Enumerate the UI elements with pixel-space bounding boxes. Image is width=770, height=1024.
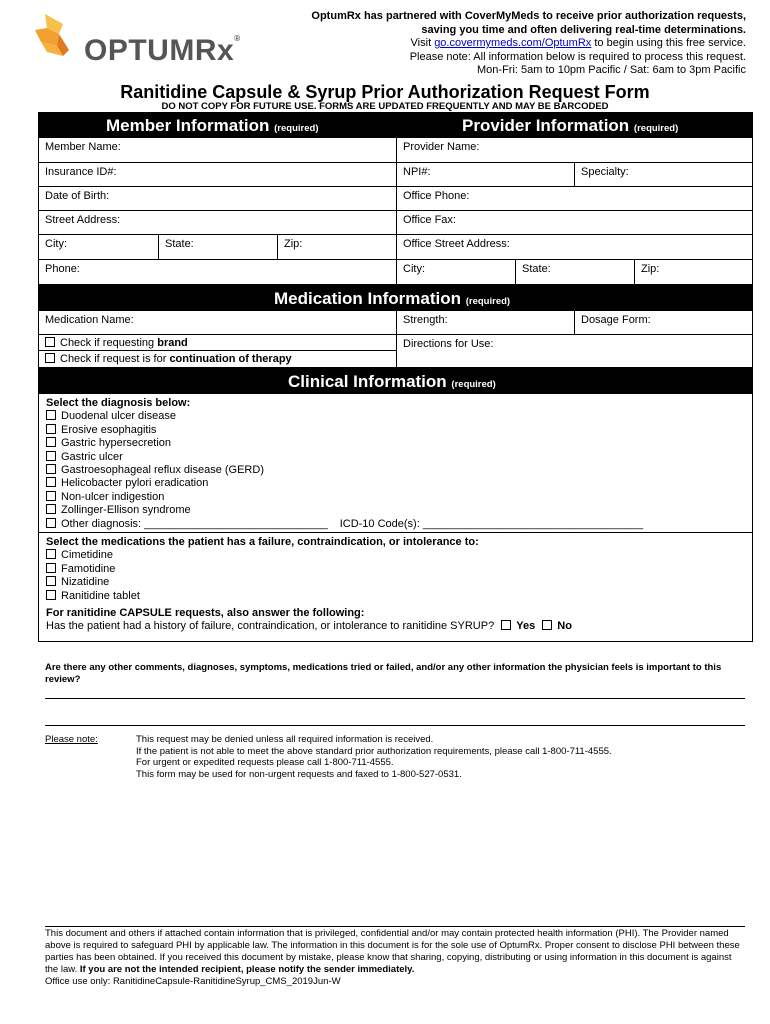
medication-failure-heading: Select the medications the patient has a failure, contraindication, or intolerance to: <box>46 536 479 548</box>
capsule-heading: For ranitidine CAPSULE requests, also answer the following: <box>46 607 365 620</box>
diagnosis-section <box>38 394 753 533</box>
diagnosis-checkbox[interactable] <box>46 477 56 487</box>
diagnosis-option[interactable] <box>46 504 745 517</box>
continuation-checkbox[interactable] <box>45 353 55 363</box>
diagnosis-label: Gastroesophageal reflux disease (GERD) <box>61 464 264 477</box>
office-fax-field[interactable]: Office Fax: <box>396 211 752 234</box>
member-state-field[interactable]: State: <box>158 235 277 259</box>
medication-checkbox[interactable] <box>46 549 56 559</box>
medication-label: Nizatidine <box>61 576 110 589</box>
cmm-line: Please note: All information below is required to process this request. <box>409 50 746 63</box>
clinical-header <box>38 368 753 394</box>
comments-line[interactable] <box>45 725 745 726</box>
yes-checkbox[interactable] <box>501 620 511 630</box>
provider-name-field[interactable]: Provider Name: <box>396 138 752 162</box>
clinical-section-title: Clinical Information (required) <box>288 372 496 391</box>
medication-option[interactable] <box>46 563 745 576</box>
form-title: Ranitidine Capsule & Syrup Prior Authorization Request Form <box>120 82 650 102</box>
diagnosis-label: Gastric hypersecretion <box>61 437 172 450</box>
diagnosis-label: Helicobacter pylori eradication <box>61 477 209 490</box>
diagnosis-option[interactable] <box>46 491 745 504</box>
medication-checkbox[interactable] <box>46 576 56 586</box>
member-provider-header <box>38 112 753 138</box>
provider-city-field[interactable]: City: <box>396 260 515 284</box>
note-line: For urgent or expedited requests please call 1-800-711-4555. <box>136 757 394 769</box>
medication-option[interactable] <box>46 590 745 603</box>
note-line: If the patient is not able to meet the above standard prior authorization requirements, please call 1-800-711-4555. <box>136 745 612 757</box>
medication-header <box>38 285 753 311</box>
diagnosis-label: Duodenal ulcer disease <box>61 410 176 423</box>
continuation-checkbox-row[interactable]: Check if request is for continuation of therapy <box>39 351 396 366</box>
form-row <box>38 235 753 260</box>
medication-label: Cimetidine <box>61 549 113 562</box>
office-street-field[interactable]: Office Street Address: <box>396 235 752 259</box>
please-note-label: Please note: <box>45 734 98 745</box>
medication-failure-section <box>38 533 753 642</box>
form-row <box>38 335 753 368</box>
note-line: This request may be denied unless all required information is received. <box>136 734 434 745</box>
covermymeds-notice <box>276 10 746 78</box>
other-diagnosis-row[interactable]: Other diagnosis: ______________________________ ICD-10 Code(s): ____________________________________ <box>46 518 745 531</box>
street-address-field[interactable]: Street Address: <box>45 214 121 226</box>
brand-checkbox-row[interactable]: Check if requesting brand <box>39 335 396 351</box>
medication-label: Famotidine <box>61 562 116 575</box>
diagnosis-option[interactable] <box>46 410 745 423</box>
form-row <box>38 311 753 335</box>
provider-state-field[interactable]: State: <box>515 260 634 284</box>
comments-line[interactable] <box>45 698 745 699</box>
note-line: This form may be used for non-urgent requests and faxed to 1-800-527-0531. <box>136 768 462 780</box>
diagnosis-label: Zollinger-Ellison syndrome <box>61 504 191 517</box>
comments-prompt: Are there any other comments, diagnoses, symptoms, medications tried or failed, and/or any other information the physician feels is important to this review? <box>45 662 722 685</box>
cmm-hours: Mon-Fri: 5am to 10pm Pacific / Sat: 6am to 3pm Pacific <box>477 64 746 76</box>
diagnosis-checkbox[interactable] <box>46 437 56 447</box>
specialty-field[interactable]: Specialty: <box>574 163 752 186</box>
dosage-form-field[interactable]: Dosage Form: <box>574 311 752 334</box>
no-checkbox[interactable] <box>542 620 552 630</box>
medication-option[interactable] <box>46 549 745 562</box>
office-use-code: Office use only: RanitidineCapsule-RanitidineSyrup_CMS_2019Jun-W <box>45 976 341 987</box>
medication-name-field[interactable]: Medication Name: <box>45 314 134 326</box>
diagnosis-checkbox[interactable] <box>46 464 56 474</box>
diagnosis-label: Gastric ulcer <box>61 450 123 463</box>
medication-option[interactable] <box>46 576 745 589</box>
member-zip-field[interactable]: Zip: <box>277 235 396 259</box>
other-diagnosis-checkbox[interactable] <box>46 518 56 528</box>
member-name-field[interactable]: Member Name: <box>45 141 121 153</box>
diagnosis-option[interactable] <box>46 451 745 464</box>
icd10-field[interactable]: ICD-10 Code(s): ____________________________________ <box>339 517 644 530</box>
check-options <box>39 335 396 367</box>
office-phone-field[interactable]: Office Phone: <box>396 187 752 210</box>
footer-divider <box>45 926 745 927</box>
capsule-question: Has the patient had a history of failure, contraindication, or intolerance to ranitidine SYRUP? Yes No <box>46 620 572 633</box>
diagnosis-option[interactable] <box>46 437 745 450</box>
optumrx-logo: OPTUMRx® <box>84 34 241 67</box>
footer-disclaimer: This document and others if attached contain information that is privileged, confidential and/or may contain protected health information (PHI). The Provider named above is required to safeguard PHI by applicable law. The information in this document is for the sole use of OptumRx. Proper consent to disclose PHI between these parties has been obtained. If you received this document by mistake, please know that sharing, copying, distributing or using information in this document is against the law. If you are not the intended recipient, please notify the sender immediately. Office use only: RanitidineCapsule-RanitidineSyrup_CMS_2019Jun-W <box>45 928 745 988</box>
directions-field[interactable]: Directions for Use: <box>396 335 752 367</box>
cmm-line: OptumRx has partnered with CoverMyMeds to receive prior authorization requests, <box>311 10 746 22</box>
please-note-text <box>136 734 612 780</box>
npi-field[interactable]: NPI#: <box>396 163 574 186</box>
diagnosis-checkbox[interactable] <box>46 491 56 501</box>
form-subtitle: DO NOT COPY FOR FUTURE USE. FORMS ARE UPDATED FREQUENTLY AND MAY BE BARCODED <box>161 101 609 112</box>
cmm-visit-line: Visit go.covermymeds.com/OptumRx to begin using this free service. <box>410 37 746 49</box>
diagnosis-checkbox[interactable] <box>46 424 56 434</box>
diagnosis-label: Erosive esophagitis <box>61 423 157 436</box>
provider-section-title: Provider Information (required) <box>462 116 679 135</box>
diagnosis-option[interactable] <box>46 477 745 490</box>
form-row <box>38 211 753 235</box>
diagnosis-list <box>39 394 752 534</box>
diagnosis-checkbox[interactable] <box>46 504 56 514</box>
member-phone-field[interactable]: Phone: <box>45 263 80 275</box>
provider-zip-field[interactable]: Zip: <box>634 260 752 284</box>
form-row <box>38 260 753 285</box>
optumrx-logo-icon <box>33 12 83 62</box>
diagnosis-option[interactable] <box>46 424 745 437</box>
strength-field[interactable]: Strength: <box>396 311 574 334</box>
member-city-field[interactable]: City: <box>45 238 67 250</box>
form-row <box>38 163 753 187</box>
form-table <box>38 112 753 642</box>
dob-field[interactable]: Date of Birth: <box>45 190 110 202</box>
form-row <box>38 138 753 163</box>
cmm-line: saving you time and often delivering real-time determinations. <box>421 23 746 36</box>
form-row <box>38 187 753 211</box>
diagnosis-option[interactable] <box>46 464 745 477</box>
medication-failure-list <box>39 533 752 637</box>
diagnosis-label: Non-ulcer indigestion <box>61 490 165 503</box>
insurance-id-field[interactable]: Insurance ID#: <box>45 166 117 178</box>
member-section-title: Member Information (required) <box>106 116 319 135</box>
medication-label: Ranitidine tablet <box>61 589 140 602</box>
brand-checkbox[interactable] <box>45 337 55 347</box>
medication-section-title: Medication Information (required) <box>274 289 511 308</box>
covermymeds-link[interactable]: go.covermymeds.com/OptumRx <box>434 37 592 49</box>
diagnosis-checkbox[interactable] <box>46 451 56 461</box>
medication-checkbox[interactable] <box>46 563 56 573</box>
diagnosis-heading: Select the diagnosis below: <box>46 397 191 409</box>
medication-checkbox[interactable] <box>46 590 56 600</box>
diagnosis-checkbox[interactable] <box>46 410 56 420</box>
